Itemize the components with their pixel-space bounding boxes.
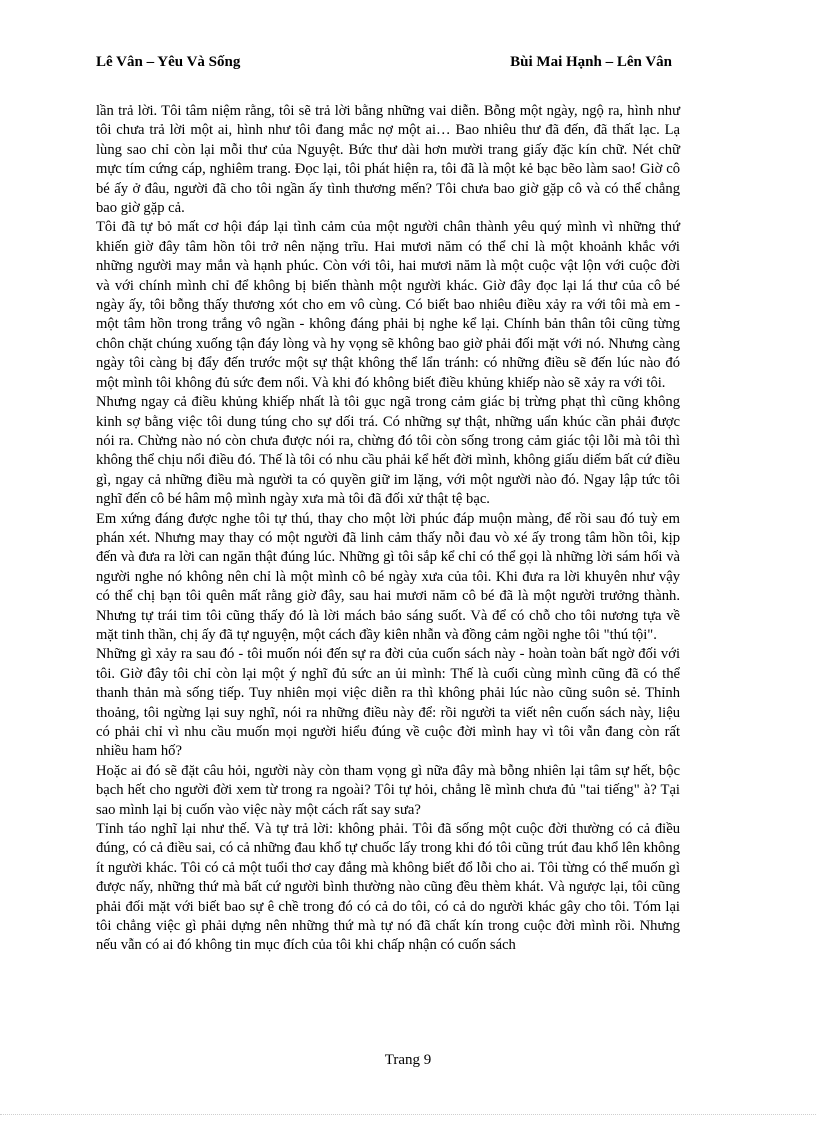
- paragraph: Tôi đã tự bỏ mất cơ hội đáp lại tình cảm của một người chân thành yêu quý mình vì những thứ khiến giờ đây tâm hồn tôi trở nên nặng trĩu. Hai mươi năm có thể chỉ là một khoảnh khắc với những người may mắn và hạnh phúc. Còn với tôi, hai mươi năm là một cuộc vật lộn với cuộc đời và với chính mình chỉ để không bị biến thành một người khác. Giờ đây đọc lại lá thư của cô bé ngày ấy, tôi bỗng thấy thương xót cho em vô cùng. Có biết bao nhiêu điều xảy ra với tôi mà em - một tâm hồn trong trắng vô ngần - không đáng phải bị nghe kể lại. Chính bản thân tôi cũng từng chôn chặt chúng xuống tận đáy lòng và hy vọng sẽ không bao giờ phải đối mặt với nó. Nhưng càng ngày tôi càng bị đẩy đến trước một sự thật không thể lẩn tránh: có những điều sẽ đến lúc nào đó một mình tôi không đủ sức đem nổi. Và khi đó không biết điều khủng khiếp nào sẽ xảy ra với tôi.: [96, 219, 680, 391]
- header-right-authors: Bùi Mai Hạnh – Lên Vân: [510, 54, 672, 70]
- paragraph: Nhưng ngay cả điều khủng khiếp nhất là tôi gục ngã trong cảm giác bị trừng phạt thì cũng không kinh sợ bằng việc tôi dung túng cho sự dối trá. Có những sự thật, những uẩn khúc cần phải được nói ra. Chừng nào nó còn chưa được nói ra, chừng đó tôi còn sống trong cảm giác tội lỗi mà tôi thì không thể chịu nổi điều đó. Thế là tôi có nhu cầu phải kể hết đời mình, không giấu diếm bất cứ điều gì, ngay cả những điều mà người ta có quyền giữ im lặng, với một người nào đó. Ngay lập tức tôi nghĩ đến cô bé hâm mộ mình ngày xưa mà tôi đã đối xử thật tệ bạc.: [96, 394, 680, 508]
- paragraph: Hoặc ai đó sẽ đặt câu hỏi, người này còn tham vọng gì nữa đây mà bỗng nhiên lại tâm sự hết, bộc bạch hết cho người đời xem từ trong ra ngoài? Tôi tự hỏi, chẳng lẽ mình chưa đủ "tai tiếng" à? Tại sao mình lại bị cuốn vào việc này một cách rất say sưa?: [96, 762, 680, 818]
- header-left-title: Lê Vân – Yêu Và Sống: [96, 54, 241, 70]
- page-number: Trang 9: [384, 1052, 432, 1068]
- paragraph: lần trả lời. Tôi tâm niệm rằng, tôi sẽ trả lời bằng những vai diễn. Bỗng một ngày, ngộ ra, hình như tôi chưa trả lời một ai, hình như tôi đang mắc nợ một ai… Bao nhiêu thư đã đến, đã thất lạc. Lạ lùng sao chỉ còn lại mỗi thư của Nguyệt. Bức thư dài hơn mười trang giấy đặc kín chữ. Nét chữ mực tím cứng cáp, nghiêm trang. Đọc lại, tôi phát hiện ra, tôi đã là một kẻ bạc bẽo làm sao! Giờ cô bé ấy ở đâu, người đã cho tôi ngần ấy tình thương mến? Tôi chưa bao giờ gặp cô và có thể chẳng bao giờ gặp cả.: [96, 103, 680, 217]
- body-text: [96, 102, 680, 956]
- paragraph: Những gì xảy ra sau đó - tôi muốn nói đến sự ra đời của cuốn sách này - hoàn toàn bất ngờ đối với tôi. Giờ đây tôi chỉ còn lại một ý nghĩ đủ sức an ủi mình: Thế là cuối cùng mình cũng đã có thể thanh thản mà sống tiếp. Tuy nhiên mọi việc diễn ra thì không phải lúc nào cũng suôn sẻ. Thỉnh thoảng, tôi ngừng lại suy nghĩ, nói ra những điều này để: rồi người ta viết nên cuốn sách này, liệu có phải chỉ vì nhu cầu muốn mọi người hiểu đúng về cuộc đời mình hay vì tôi vẫn đang còn rất nhiều ham hố?: [96, 646, 680, 760]
- paragraph: Tỉnh táo nghĩ lại như thế. Và tự trả lời: không phải. Tôi đã sống một cuộc đời thường có cả điều đúng, có cả điều sai, có cả những đau khổ tự chuốc lấy trong khi đó tôi cũng trút đau khổ lên không ít người khác. Tôi có cả một tuổi thơ cay đắng mà không biết đổ lỗi cho ai. Tôi từng có thể muốn gì được nấy, những thứ mà bất cứ người bình thường nào cũng đều thèm khát. Và ngược lại, tôi cũng phải đối mặt với biết bao sự ê chề trong đó có cả do tôi, có cả do người khác gây cho tôi. Tóm lại tôi chẳng việc gì phải dựng nên những thứ mà tự nó đã chất kín trong cuộc đời mình rồi. Nhưng nếu vẫn có ai đó không tin mục đích của tôi khi chấp nhận có cuốn sách: [96, 821, 680, 954]
- page-bottom-divider: [0, 1114, 816, 1115]
- paragraph: Em xứng đáng được nghe tôi tự thú, thay cho một lời phúc đáp muộn màng, để rồi sau đó tuỳ em phán xét. Nhưng may thay có một người đã linh cảm thấy nỗi đau vò xé ấy trong tâm hồn tôi, kịp đến và đưa ra lời can ngăn thật đúng lúc. Những gì tôi sắp kể chỉ có thể gọi là những lời sám hối và người nghe nó không nên chỉ là một mình cô bé ngày xưa của tôi. Khi đưa ra lời khuyên như vậy có thể chị bạn tôi quên mất rằng giờ đây, sau hai mươi năm cô bé đã là một người trưởng thành. Nhưng tự trái tim tôi cũng thấy đó là lời mách bảo sáng suốt. Và để có chỗ cho tôi nương tựa về mặt tinh thần, chị ấy đã tự nguyện, một cách đầy kiên nhẫn và đồng cảm ngồi nghe tôi "thú tội".: [96, 510, 680, 643]
